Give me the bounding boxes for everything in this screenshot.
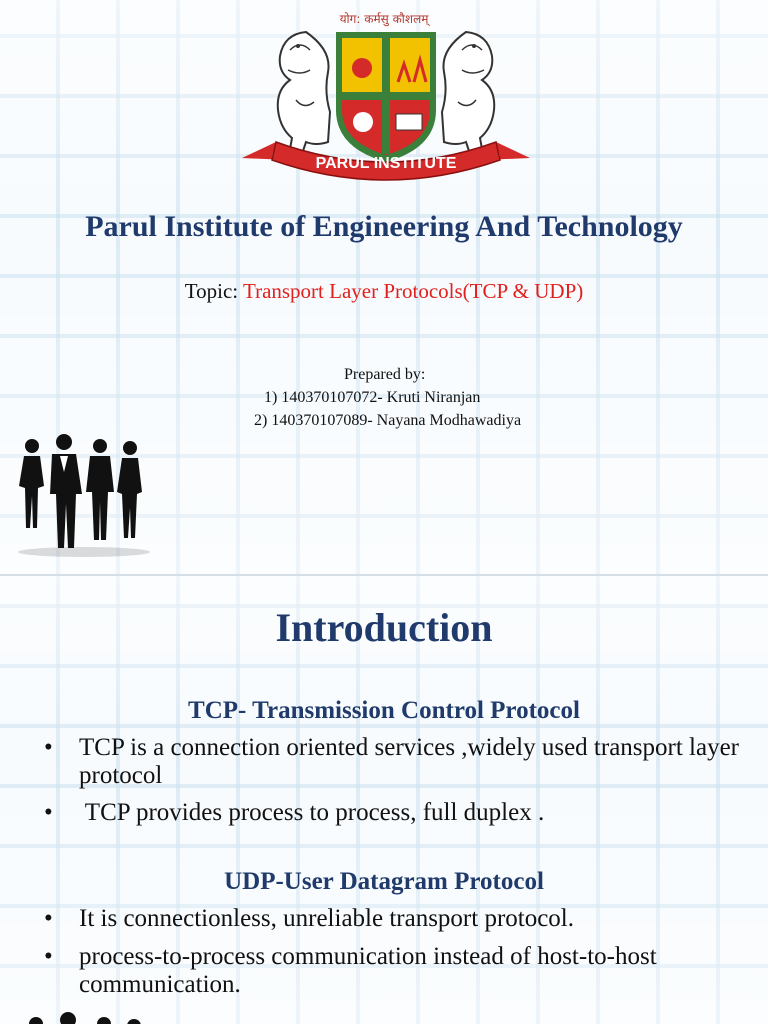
- list-item: [44, 905, 744, 933]
- bullet-text: TCP provides process to process, full duplex .: [79, 799, 545, 826]
- shield-crest-icon: [336, 32, 436, 162]
- lion-icon: [278, 32, 330, 160]
- topic-value: Transport Layer Protocols(TCP & UDP): [242, 279, 584, 303]
- bullet-symbol: •: [44, 943, 53, 970]
- logo-motto: योग: कर्मसु कौशलम्: [339, 12, 429, 26]
- tcp-heading: TCP- Transmission Control Protocol: [188, 697, 580, 724]
- author-1: 1) 140370107072- Kruti Niranjan: [264, 389, 481, 406]
- bullet-symbol: •: [44, 734, 53, 761]
- topic-line: [0, 279, 768, 304]
- bullet-symbol: •: [44, 905, 53, 932]
- udp-heading: UDP-User Datagram Protocol: [224, 868, 544, 895]
- introduction-slide: [0, 576, 768, 1024]
- author-2: 2) 140370107089- Nayana Modhawadiya: [254, 412, 522, 429]
- bullet-text: process-to-process communication instead of host-to-host communication.: [79, 943, 657, 998]
- business-people-silhouette-icon: [18, 1012, 158, 1024]
- list-item: [44, 943, 744, 999]
- list-item: [44, 734, 744, 790]
- list-item: [44, 799, 744, 827]
- topic-label: Topic:: [184, 279, 243, 303]
- prepared-by-label: Prepared by:: [344, 366, 426, 383]
- bullet-symbol: •: [44, 799, 53, 826]
- business-people-silhouette-icon: [14, 432, 154, 560]
- parul-institute-logo: [236, 10, 536, 185]
- bullet-text: TCP is a connection oriented services ,widely used transport layer protocol: [79, 734, 739, 789]
- lion-icon: [442, 32, 494, 160]
- logo-ribbon-text: PARUL INSTITUTE: [315, 155, 457, 172]
- institute-title: Parul Institute of Engineering And Technology: [85, 210, 683, 243]
- slide-title: Introduction: [275, 605, 493, 650]
- bullet-text: It is connectionless, unreliable transport protocol.: [79, 905, 575, 932]
